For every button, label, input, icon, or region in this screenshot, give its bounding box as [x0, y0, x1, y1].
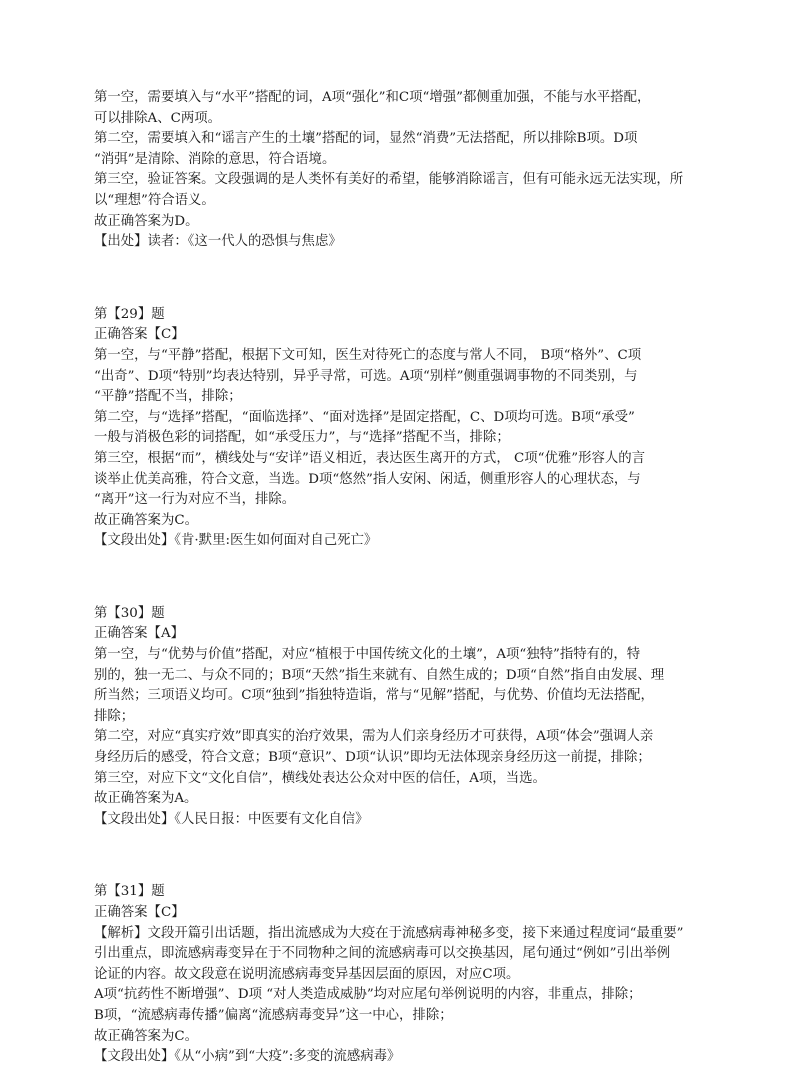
- question-title: 第【31】题: [94, 884, 165, 900]
- text-line: B项，“流感病毒传播”偏离“流感病毒变异”这一中心，排除；: [94, 1007, 453, 1023]
- text-line: 第三空，根据“而”，横线处与“安详”语义相近，表达医生离开的方式， C项“优雅”形容人的言: [94, 450, 646, 466]
- text-line: 引出重点，即流感病毒变异在于不同物种之间的流感病毒可以交换基因，尾句通过“例如”引出举例: [94, 946, 671, 962]
- text-line: “离开”这一行为对应不当，排除。: [94, 492, 296, 508]
- question-title: 第【29】题: [94, 306, 165, 322]
- text-line: 第二空，对应“真实疗效”即真实的治疗效果，需为人们亲身经历才可获得，A项“体会”强调人亲: [94, 729, 654, 745]
- text-line: 以“理想”符合语义。: [94, 192, 215, 208]
- correct-answer: 正确答案【A】: [94, 626, 185, 642]
- question-30-block: [94, 604, 718, 831]
- text-line: 别的，独一无二、与众不同的；B项“天然”指生来就有、自然生成的；D项“自然”指自由发展、理: [94, 667, 665, 683]
- text-line: “出奇”、D项“特别”均表达特别，异乎寻常，可选。A项“别样”侧重强调事物的不同类别，与: [94, 368, 638, 384]
- document-page: [94, 88, 718, 1068]
- text-line: 第二空，与“选择”搭配，“面临选择”、“面对选择”是固定搭配，C、D项均可选。B项“承受”: [94, 409, 635, 425]
- question-29-block: [94, 305, 718, 552]
- question-title: 第【30】题: [94, 605, 165, 621]
- text-line: A项“抗药性不断增强”、D项 “对人类造成威胁”均对应尾句举例说明的内容，非重点，排除；: [94, 987, 642, 1003]
- answer-line: 故正确答案为C。: [94, 1028, 198, 1044]
- source-line: 【文段出处】《从“小病”到“大疫”:多变的流感病毒》: [94, 1049, 401, 1065]
- text-line: 第一空，需要填入与“水平”搭配的词，A项“强化”和C项“增强”都侧重加强，不能与水平搭配，: [94, 90, 651, 105]
- text-line: 可以排除A、C两项。: [94, 110, 222, 126]
- source-line: 【文段出处】《人民日报：中医要有文化自信》: [94, 811, 369, 827]
- text-line: 身经历后的感受，符合文意；B项“意识”、D项“认识”即均无法体现亲身经历这一前提，排除；: [94, 750, 651, 766]
- source-line: 【出处】读者：《这一代人的恐惧与焦虑》: [94, 234, 342, 250]
- text-line: 论证的内容。故文段意在说明流感病毒变异基因层面的原因，对应C项。: [94, 966, 520, 982]
- correct-answer: 正确答案【C】: [94, 327, 185, 343]
- text-line: 一般与消极色彩的词搭配，如“承受压力”，与“选择”搭配不当，排除；: [94, 430, 510, 446]
- text-line: 谈举止优美高雅，符合文意，当选。D项“悠然”指人安闲、闲适，侧重形容人的心理状态，与: [94, 471, 641, 487]
- text-line: 第一空，与“优势与价值”搭配，对应“植根于中国传统文化的土壤”，A项“独特”指特有的，特: [94, 647, 641, 663]
- text-line: “平静”搭配不当，排除；: [94, 389, 242, 405]
- text-line: “消弭”是清除、消除的意思，符合语境。: [94, 151, 336, 167]
- text-line: 第二空，需要填入和“谣言产生的土壤”搭配的词，显然“消费”无法搭配，所以排除B项。D项: [94, 131, 638, 147]
- source-line: 【文段出处】《肯·默里:医生如何面对自己死亡》: [94, 533, 378, 549]
- answer-line: 故正确答案为A。: [94, 791, 198, 807]
- answer-line: 故正确答案为C。: [94, 512, 198, 528]
- correct-answer: 正确答案【C】: [94, 905, 185, 920]
- answer-explanation-block-prev: [94, 88, 718, 253]
- text-line: 【解析】文段开篇引出话题，指出流感成为大疫在于流感病毒神秘多变，接下来通过程度词“最重要”: [94, 925, 684, 941]
- text-line: 所当然；三项语义均可。C项“独到”指独特造诣，常与“见解”搭配，与优势、价值均无法搭配，: [94, 688, 654, 704]
- question-31-block: [94, 882, 718, 1067]
- text-line: 第三空，对应下文“文化自信”，横线处表达公众对中医的信任，A项，当选。: [94, 770, 546, 786]
- text-line: 第三空，验证答案。文段强调的是人类怀有美好的希望，能够消除谣言，但有可能永远无法实现，所: [94, 172, 684, 188]
- text-line: 排除；: [94, 708, 135, 724]
- text-line: 第一空，与“平静”搭配，根据下文可知，医生对待死亡的态度与常人不同， B项“格外”、C项: [94, 347, 642, 363]
- answer-line: 故正确答案为D。: [94, 213, 199, 229]
